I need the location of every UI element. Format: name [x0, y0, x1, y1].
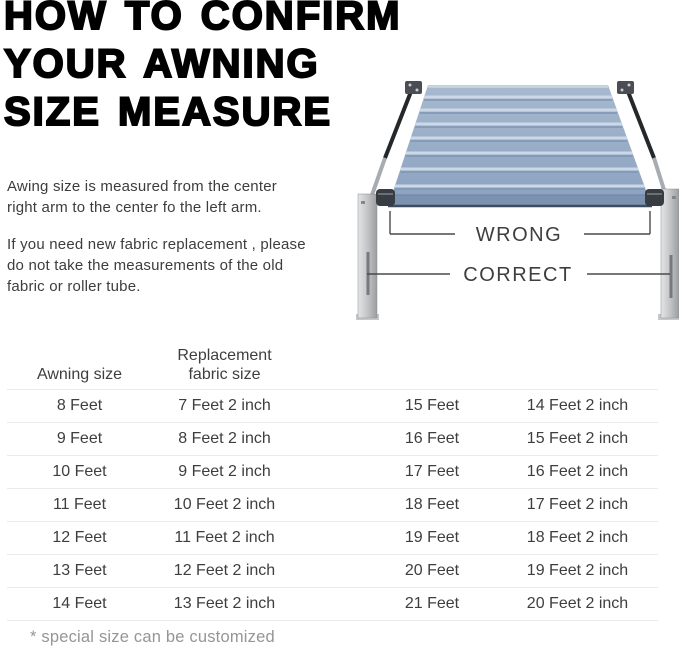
right-roller-joint-graphic	[645, 189, 664, 206]
header-spacer	[297, 344, 367, 389]
table-row	[7, 588, 658, 621]
cell-awning-size: 8 Feet	[56, 397, 103, 414]
cell-spacer	[297, 423, 367, 455]
column-header-awning-size: Awning size	[36, 366, 123, 383]
right-mount-bracket-graphic	[617, 81, 634, 94]
cell-spacer	[297, 489, 367, 521]
cell-awning-size: 11 Feet	[52, 496, 107, 513]
left-mount-bracket-graphic	[405, 81, 422, 94]
cell-awning-size: 15 Feet	[404, 397, 460, 414]
page-title	[4, 0, 401, 136]
cell-fabric-size: 10 Feet 2 inch	[173, 496, 276, 513]
cell-awning-size: 16 Feet	[404, 430, 460, 447]
cell-awning-size: 9 Feet	[56, 430, 103, 447]
column-header-replacement-fabric-size: Replacement fabric size	[177, 347, 272, 383]
table-row	[7, 522, 658, 555]
cell-spacer	[297, 390, 367, 422]
cell-fabric-size: 20 Feet 2 inch	[526, 595, 629, 612]
page-title-line2: YOUR AWNING	[4, 42, 320, 86]
cell-fabric-size: 8 Feet 2 inch	[178, 430, 271, 447]
cell-fabric-size: 17 Feet 2 inch	[526, 496, 629, 513]
cell-fabric-size: 19 Feet 2 inch	[526, 562, 629, 579]
awning-diagram	[350, 70, 679, 320]
cell-fabric-size: 9 Feet 2 inch	[178, 463, 271, 480]
cell-awning-size: 14 Feet	[52, 595, 107, 612]
table-row	[7, 555, 658, 588]
table-row	[7, 390, 658, 423]
cell-fabric-size: 7 Feet 2 inch	[178, 397, 271, 414]
size-conversion-table	[7, 344, 658, 621]
cell-spacer	[297, 522, 367, 554]
header-spacer	[367, 344, 497, 389]
cell-awning-size: 18 Feet	[404, 496, 460, 513]
page-title-line3: SIZE MEASURE	[4, 90, 333, 134]
cell-spacer	[297, 456, 367, 488]
cell-fabric-size: 18 Feet 2 inch	[526, 529, 629, 546]
measurement-instructions	[7, 176, 309, 313]
left-roller-joint-graphic	[376, 189, 395, 206]
cell-awning-size: 20 Feet	[404, 562, 460, 579]
page-title-line1: HOW TO CONFIRM	[4, 0, 402, 38]
header-spacer	[497, 344, 658, 389]
awning-fabric-graphic	[388, 85, 652, 207]
cell-awning-size: 13 Feet	[52, 562, 107, 579]
table-row	[7, 456, 658, 489]
right-arm-post-graphic	[658, 189, 679, 320]
cell-awning-size: 12 Feet	[52, 529, 107, 546]
cell-awning-size: 10 Feet	[52, 463, 107, 480]
table-row	[7, 423, 658, 456]
cell-fabric-size: 13 Feet 2 inch	[173, 595, 276, 612]
correct-label: CORRECT	[463, 264, 573, 286]
cell-fabric-size: 16 Feet 2 inch	[526, 463, 629, 480]
cell-fabric-size: 11 Feet 2 inch	[174, 529, 275, 546]
left-arm-post-graphic	[356, 194, 379, 320]
cell-spacer	[297, 588, 367, 620]
wrong-label: WRONG	[475, 224, 563, 246]
cell-awning-size: 17 Feet	[404, 463, 460, 480]
cell-spacer	[297, 555, 367, 587]
cell-awning-size: 21 Feet	[404, 595, 460, 612]
table-header-row	[7, 344, 658, 390]
instruction-paragraph-1: Awing size is measured from the center right arm to the center fo the left arm.	[7, 178, 277, 216]
cell-fabric-size: 14 Feet 2 inch	[526, 397, 629, 414]
cell-awning-size: 19 Feet	[404, 529, 460, 546]
cell-fabric-size: 12 Feet 2 inch	[173, 562, 276, 579]
instruction-paragraph-2: If you need new fabric replacement , please do not take the measurements of the old fabric or roller tube.	[7, 236, 306, 295]
cell-fabric-size: 15 Feet 2 inch	[526, 430, 629, 447]
special-size-footnote: * special size can be customized	[30, 628, 275, 646]
table-row	[7, 489, 658, 522]
